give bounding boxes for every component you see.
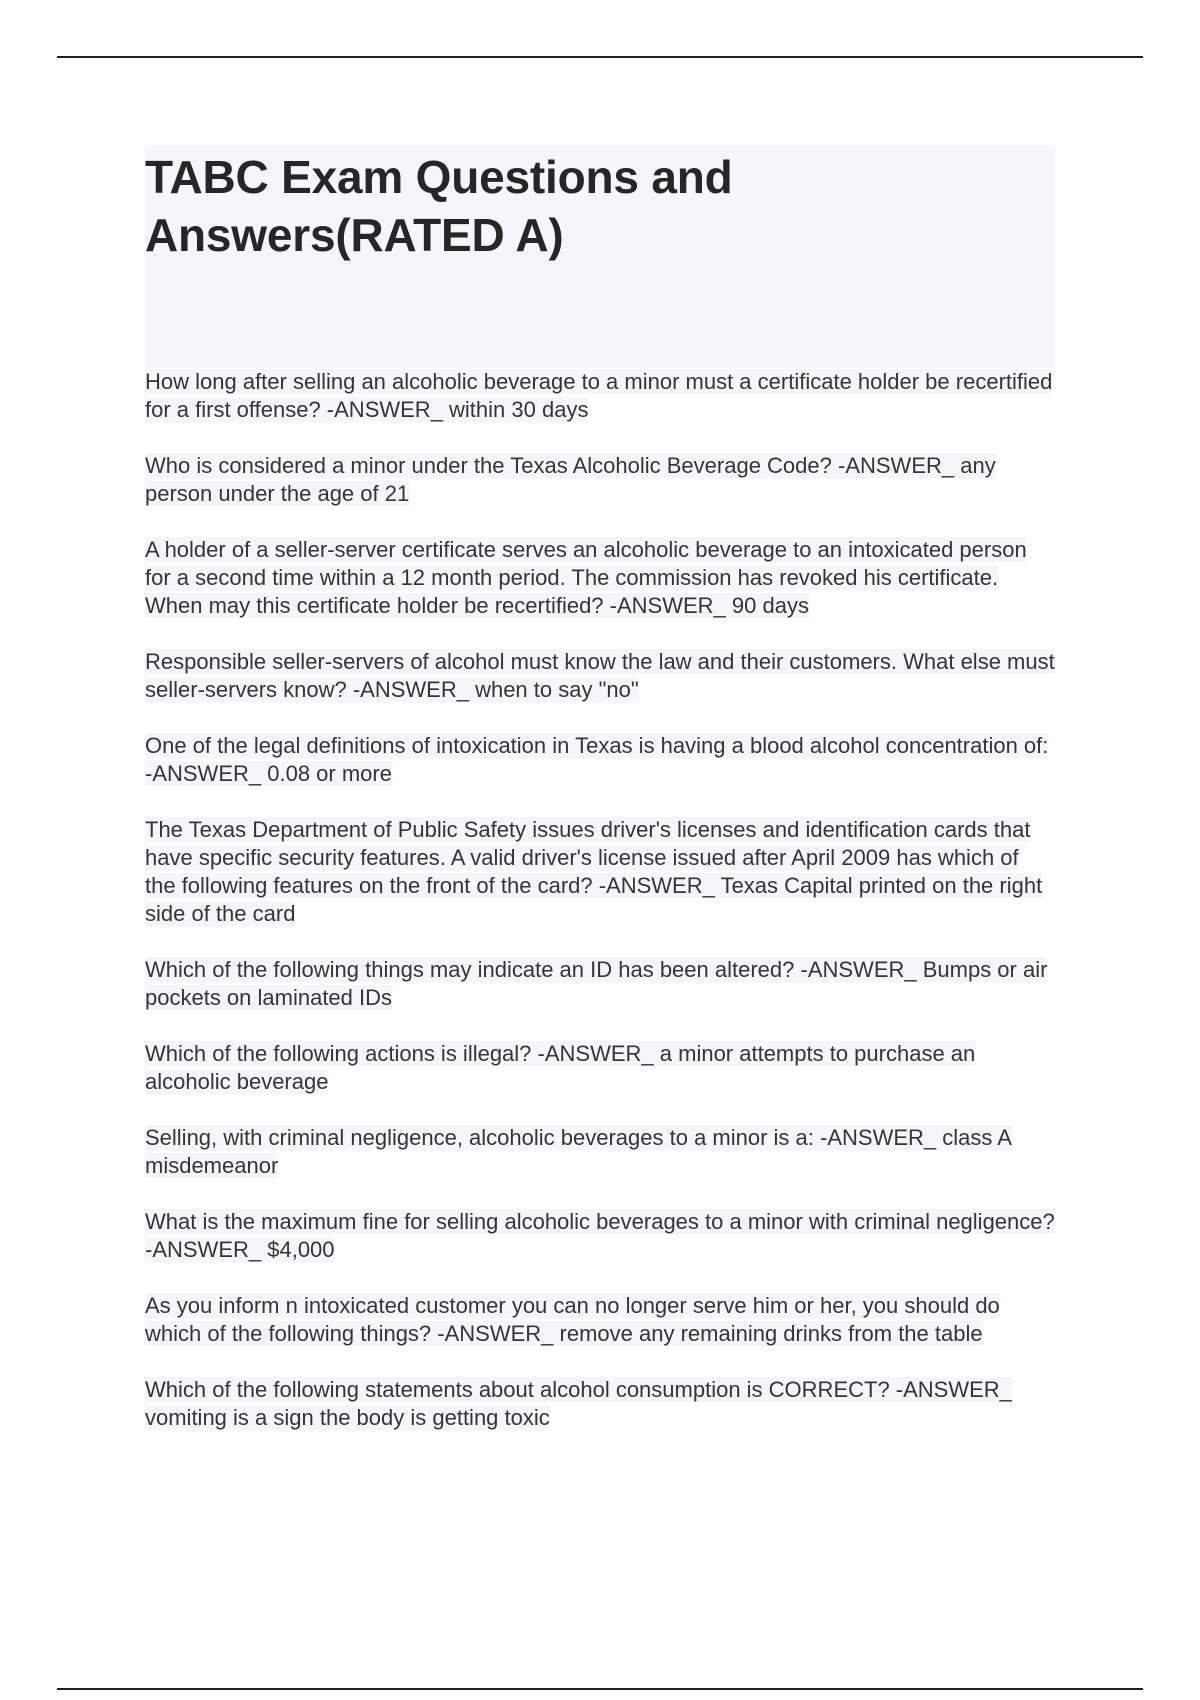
qa-text: Which of the following statements about alcohol consumption is CORRECT? -ANSWER_ vomiting is a sign the body is getting toxic: [145, 1377, 1012, 1430]
qa-item: [145, 536, 1055, 620]
qa-item: [145, 816, 1055, 928]
qa-item: [145, 368, 1055, 424]
bottom-rule: [57, 1688, 1143, 1690]
qa-text: How long after selling an alcoholic beverage to a minor must a certificate holder be recertified for a first offense? -ANSWER_ within 30 days: [145, 369, 1053, 422]
qa-text: Who is considered a minor under the Texas Alcoholic Beverage Code? -ANSWER_ any person under the age of 21: [145, 453, 996, 506]
qa-text: Selling, with criminal negligence, alcoholic beverages to a minor is a: -ANSWER_ class A misdemeanor: [145, 1125, 1012, 1178]
qa-text: Which of the following actions is illegal? -ANSWER_ a minor attempts to purchase an alcoholic beverage: [145, 1041, 976, 1094]
top-rule: [57, 56, 1143, 58]
qa-item: [145, 1208, 1055, 1264]
qa-item: [145, 1292, 1055, 1348]
qa-list: [145, 368, 1055, 1460]
qa-item: [145, 1376, 1055, 1432]
qa-text: As you inform n intoxicated customer you can no longer serve him or her, you should do which of the following things? -ANSWER_ remove any remaining drinks from the table: [145, 1293, 1000, 1346]
qa-text: One of the legal definitions of intoxication in Texas is having a blood alcohol concentration of: -ANSWER_ 0.08 or more: [145, 733, 1049, 786]
title-block: [145, 146, 1055, 368]
document-title: TABC Exam Questions and Answers(RATED A): [145, 151, 733, 261]
qa-text: A holder of a seller-server certificate serves an alcoholic beverage to an intoxicated person for a second time within a 12 month period. The commission has revoked his certificate. When may this certificate holder be recertified? -ANSWER_ 90 days: [145, 537, 1027, 618]
qa-text: The Texas Department of Public Safety issues driver's licenses and identification cards that have specific security features. A valid driver's license issued after April 2009 has which of the following features on the front of the card? -ANSWER_ Texas Capital printed on the right side of the card: [145, 817, 1043, 926]
qa-item: [145, 1040, 1055, 1096]
qa-item: [145, 732, 1055, 788]
qa-text: What is the maximum fine for selling alcoholic beverages to a minor with criminal negligence? -ANSWER_ $4,000: [145, 1209, 1055, 1262]
qa-item: [145, 956, 1055, 1012]
qa-item: [145, 1124, 1055, 1180]
qa-text: Which of the following things may indicate an ID has been altered? -ANSWER_ Bumps or air pockets on laminated IDs: [145, 957, 1048, 1010]
qa-item: [145, 648, 1055, 704]
qa-item: [145, 452, 1055, 508]
qa-text: Responsible seller-servers of alcohol must know the law and their customers. What else must seller-servers know? -ANSWER_ when to say "no": [145, 649, 1055, 702]
